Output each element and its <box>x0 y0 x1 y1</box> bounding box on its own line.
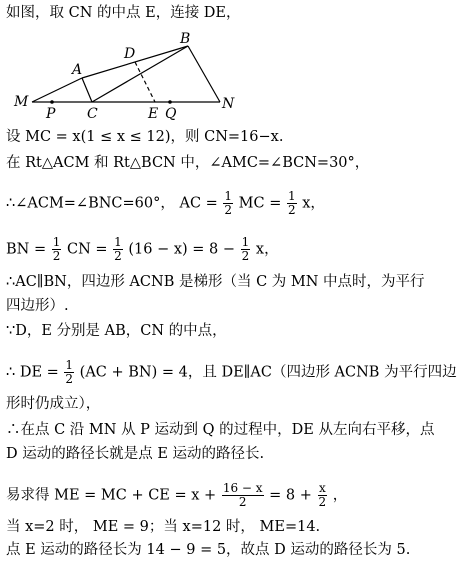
line-bn-part1: BN = <box>6 241 47 258</box>
line-holds: 形时仍成立）， <box>6 396 101 412</box>
fraction-half: $\frac{1}{2}$ <box>224 189 233 217</box>
segment-ma <box>32 78 82 102</box>
line-conclusion: 点 E 运动的路径长为 14 − 9 = 5，故点 D 运动的路径长为 5. <box>6 542 411 558</box>
label-n: N <box>222 96 235 112</box>
line-bn-part3: (16 − x) = 8 − <box>128 241 236 258</box>
line-set-mc: 设 MC = x(1 ≤ x ≤ 12)，则 CN=16−x. <box>6 129 284 145</box>
line-acm-part2: MC = <box>238 195 282 212</box>
line-triangles: 在 Rt△ACM 和 Rt△BCN 中，∠AMC=∠BCN=30°， <box>6 155 370 171</box>
fraction-x-over-2: $\frac{x}{2}$ <box>318 481 327 509</box>
label-q: Q <box>165 106 177 122</box>
line-me-part2: = 8 + <box>269 487 312 504</box>
label-b: B <box>180 31 191 47</box>
line-me-part3: ， <box>332 487 348 504</box>
fraction-half: $\frac{1}{2}$ <box>65 358 74 386</box>
label-a: A <box>72 62 83 78</box>
label-d: D <box>124 46 136 62</box>
line-bn-part4: x， <box>255 241 279 258</box>
line-midpoints: ∵D，E 分别是 AB，CN 的中点， <box>6 323 227 339</box>
fraction-16-minus-x-over-2: $\frac{16 - x}{2}$ <box>222 481 263 509</box>
fraction-half: $\frac{1}{2}$ <box>52 235 61 263</box>
label-e: E <box>148 106 159 122</box>
line-de-part2: (AC + BN) = 4，且 DE∥AC（四边形 ACNB 为平行四边 <box>79 364 457 381</box>
point-q <box>168 100 172 104</box>
segment-bn <box>188 46 220 102</box>
line-me-part1: 易求得 ME = MC + CE = x + <box>6 487 217 504</box>
line-acm <box>6 190 325 217</box>
line-de <box>6 359 457 386</box>
fraction-half: $\frac{1}{2}$ <box>114 235 122 263</box>
line-values: 当 x=2 时， ME = 9；当 x=12 时， ME=14. <box>6 519 321 535</box>
line-motion: ∴在点 C 沿 MN 从 P 运动到 Q 的过程中，DE 从左向右平移，点 <box>6 422 435 438</box>
line-acm-part1: ∴∠ACM=∠BNC=60°， AC = <box>6 195 218 212</box>
line-de-part1: ∴ DE = <box>6 364 59 381</box>
label-c: C <box>87 106 98 122</box>
line-parallelogram: 四边形）. <box>6 298 69 314</box>
label-m: M <box>14 94 29 110</box>
line-bn <box>6 236 279 263</box>
line-path: D 运动的路径长就是点 E 运动的路径长. <box>6 446 265 462</box>
fraction-half: $\frac{1}{2}$ <box>287 189 296 217</box>
line-intro: 如图，取 CN 的中点 E，连接 DE， <box>6 5 241 21</box>
line-me <box>6 482 347 509</box>
line-trapezoid: ∴AC∥BN，四边形 ACNB 是梯形（当 C 为 MN 中点时，为平行 <box>6 274 425 290</box>
segment-cb <box>92 46 188 102</box>
line-acm-part3: x， <box>302 195 325 212</box>
point-p <box>50 100 54 104</box>
segment-ac <box>82 78 92 102</box>
label-p: P <box>46 106 56 122</box>
fraction-half: $\frac{1}{2}$ <box>241 235 250 263</box>
segment-de-dashed <box>135 62 155 102</box>
geometry-figure <box>10 30 250 122</box>
line-bn-part2: CN = <box>66 241 108 258</box>
